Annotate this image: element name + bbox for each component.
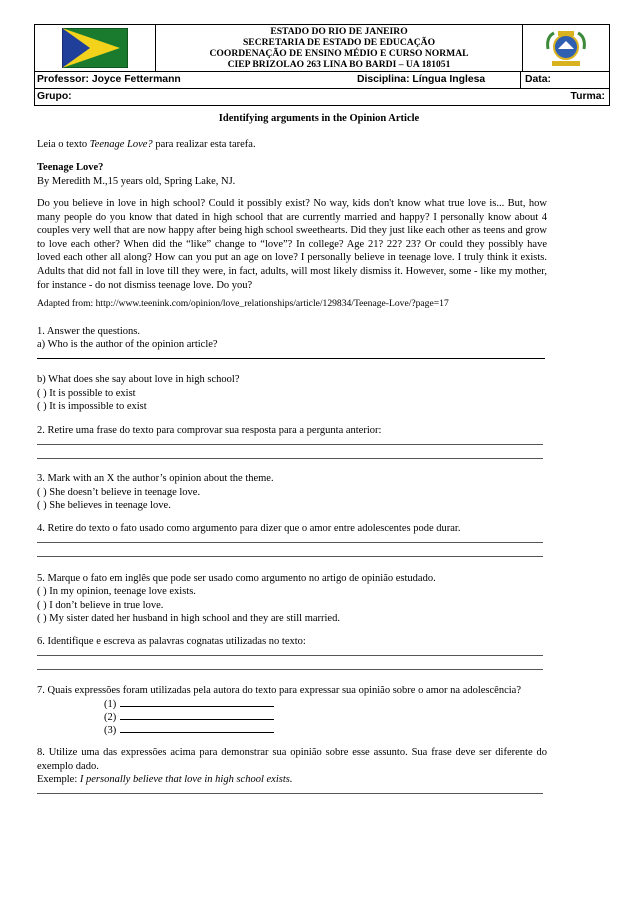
q6-answer-line-2[interactable] xyxy=(37,669,543,670)
q7-item-2-blank[interactable] xyxy=(120,710,274,720)
q4-answer-line-2[interactable] xyxy=(37,556,543,557)
header-info-row xyxy=(35,72,609,89)
q7-item-2-label: (2) xyxy=(104,712,117,723)
q8-title: 8. Utilize uma das expressões acima para demonstrar sua opinião sobre esse assunto. Sua frase deve ser diferente do exemplo dado. xyxy=(37,747,547,772)
article-byline: By Meredith M.,15 years old, Spring Lake, NJ. xyxy=(37,176,236,187)
q6-answer-line-1[interactable] xyxy=(37,655,543,656)
q3-title: 3. Mark with an X the author’s opinion about the theme. xyxy=(37,473,274,484)
seal-cell xyxy=(522,25,609,71)
q7-item-3-label: (3) xyxy=(104,725,117,736)
professor-label: Professor: Joyce Fettermann xyxy=(37,74,181,85)
q5-option-3[interactable]: ( ) My sister dated her husband in high school and they are still married. xyxy=(37,613,340,624)
q4-title: 4. Retire do texto o fato usado como argumento para dizer que o amor entre adolescentes pode durar. xyxy=(37,523,461,534)
header-line-2: SECRETARIA DE ESTADO DE EDUCAÇÃO xyxy=(242,37,436,48)
flag-cell xyxy=(35,25,156,71)
q2-answer-line-1[interactable] xyxy=(37,444,543,445)
q1a-answer-line[interactable] xyxy=(37,358,545,359)
q7-item-1-label: (1) xyxy=(104,699,117,710)
q5-option-1[interactable]: ( ) In my opinion, teenage love exists. xyxy=(37,586,196,597)
worksheet-title: Identifying arguments in the Opinion Article xyxy=(218,113,420,124)
q8-example xyxy=(37,773,292,786)
q3-option-2[interactable]: ( ) She believes in teenage love. xyxy=(37,500,171,511)
q2-title: 2. Retire uma frase do texto para comprovar sua resposta para a pergunta anterior: xyxy=(37,425,382,436)
header-title-block xyxy=(156,25,522,71)
q2-answer-line-2[interactable] xyxy=(37,458,543,459)
q1a-text: a) Who is the author of the opinion article? xyxy=(37,339,218,350)
state-flag-icon xyxy=(62,28,128,68)
disciplina-label: Disciplina: Língua Inglesa xyxy=(357,74,486,85)
q7-title: 7. Quais expressões foram utilizadas pela autora do texto para expressar sua opinião sobre o amor na adolescência? xyxy=(37,685,521,696)
header-top-row xyxy=(35,25,609,72)
intro-after: para realizar esta tarefa. xyxy=(152,139,256,150)
q1b-option-2[interactable]: ( ) It is impossible to exist xyxy=(37,401,147,412)
q7-item-3[interactable] xyxy=(104,723,274,737)
q8-answer-line[interactable] xyxy=(37,793,543,794)
q1b-title: b) What does she say about love in high school? xyxy=(37,374,240,385)
q6-title: 6. Identifique e escreva as palavras cognatas utilizadas no texto: xyxy=(37,636,306,647)
article-body: Do you believe in love in high school? Could it possibly exist? No way, kids don't know what true love is... But, how many people do you know that dated in high school that are currently married and happy? I personally know about 4 couples very well that are now happy after being high school sweethearts. Did they just like each other as teens and grow to love each other? When did the “like” change to “love”? In college? Age 21? 22? 23? Or could they possibly have loved each other all along? How can you put an age on love? I personally believe in teenage love. I truly think it exists. Adults that did not fall in love till they were, in fact, adults, will most likely dismiss it. However, some - like my mother, for instance - do not dismiss teenage love. Do you? xyxy=(37,198,547,291)
q5-title: 5. Marque o fato em inglês que pode ser usado como argumento no artigo de opinião estudado. xyxy=(37,573,436,584)
article-heading: Teenage Love? xyxy=(37,162,104,173)
school-header xyxy=(34,24,610,106)
q1b-option-1[interactable]: ( ) It is possible to exist xyxy=(37,388,136,399)
header-group-row xyxy=(35,89,609,105)
header-line-1: ESTADO DO RIO DE JANEIRO xyxy=(270,26,408,37)
intro-before: Leia o texto xyxy=(37,139,90,150)
article-source: Adapted from: http://www.teenink.com/opinion/love_relationships/article/129834/Teenage-Love/?page=17 xyxy=(37,298,449,309)
header-line-3: COORDENAÇÃO DE ENSINO MÉDIO E CURSO NORMAL xyxy=(209,48,469,59)
q4-answer-line-1[interactable] xyxy=(37,542,543,543)
q7-item-1-blank[interactable] xyxy=(120,697,274,707)
intro-line xyxy=(37,138,256,151)
state-seal-icon xyxy=(544,27,588,69)
q8-example-label: Exemple: xyxy=(37,774,80,785)
q1-title: 1. Answer the questions. xyxy=(37,326,140,337)
q3-option-1[interactable]: ( ) She doesn’t believe in teenage love. xyxy=(37,487,201,498)
q5-option-2[interactable]: ( ) I don’t believe in true love. xyxy=(37,600,164,611)
q7-item-3-blank[interactable] xyxy=(120,723,274,733)
q8-example-text: I personally believe that love in high school exists. xyxy=(79,774,293,785)
turma-field[interactable]: Turma: xyxy=(570,91,605,102)
intro-article-name: Teenage Love? xyxy=(89,139,153,150)
data-field[interactable]: Data: xyxy=(520,72,609,88)
header-line-4: CIEP BRIZOLAO 263 LINA BO BARDI – UA 181051 xyxy=(227,59,451,70)
grupo-field[interactable]: Grupo: xyxy=(37,91,72,102)
